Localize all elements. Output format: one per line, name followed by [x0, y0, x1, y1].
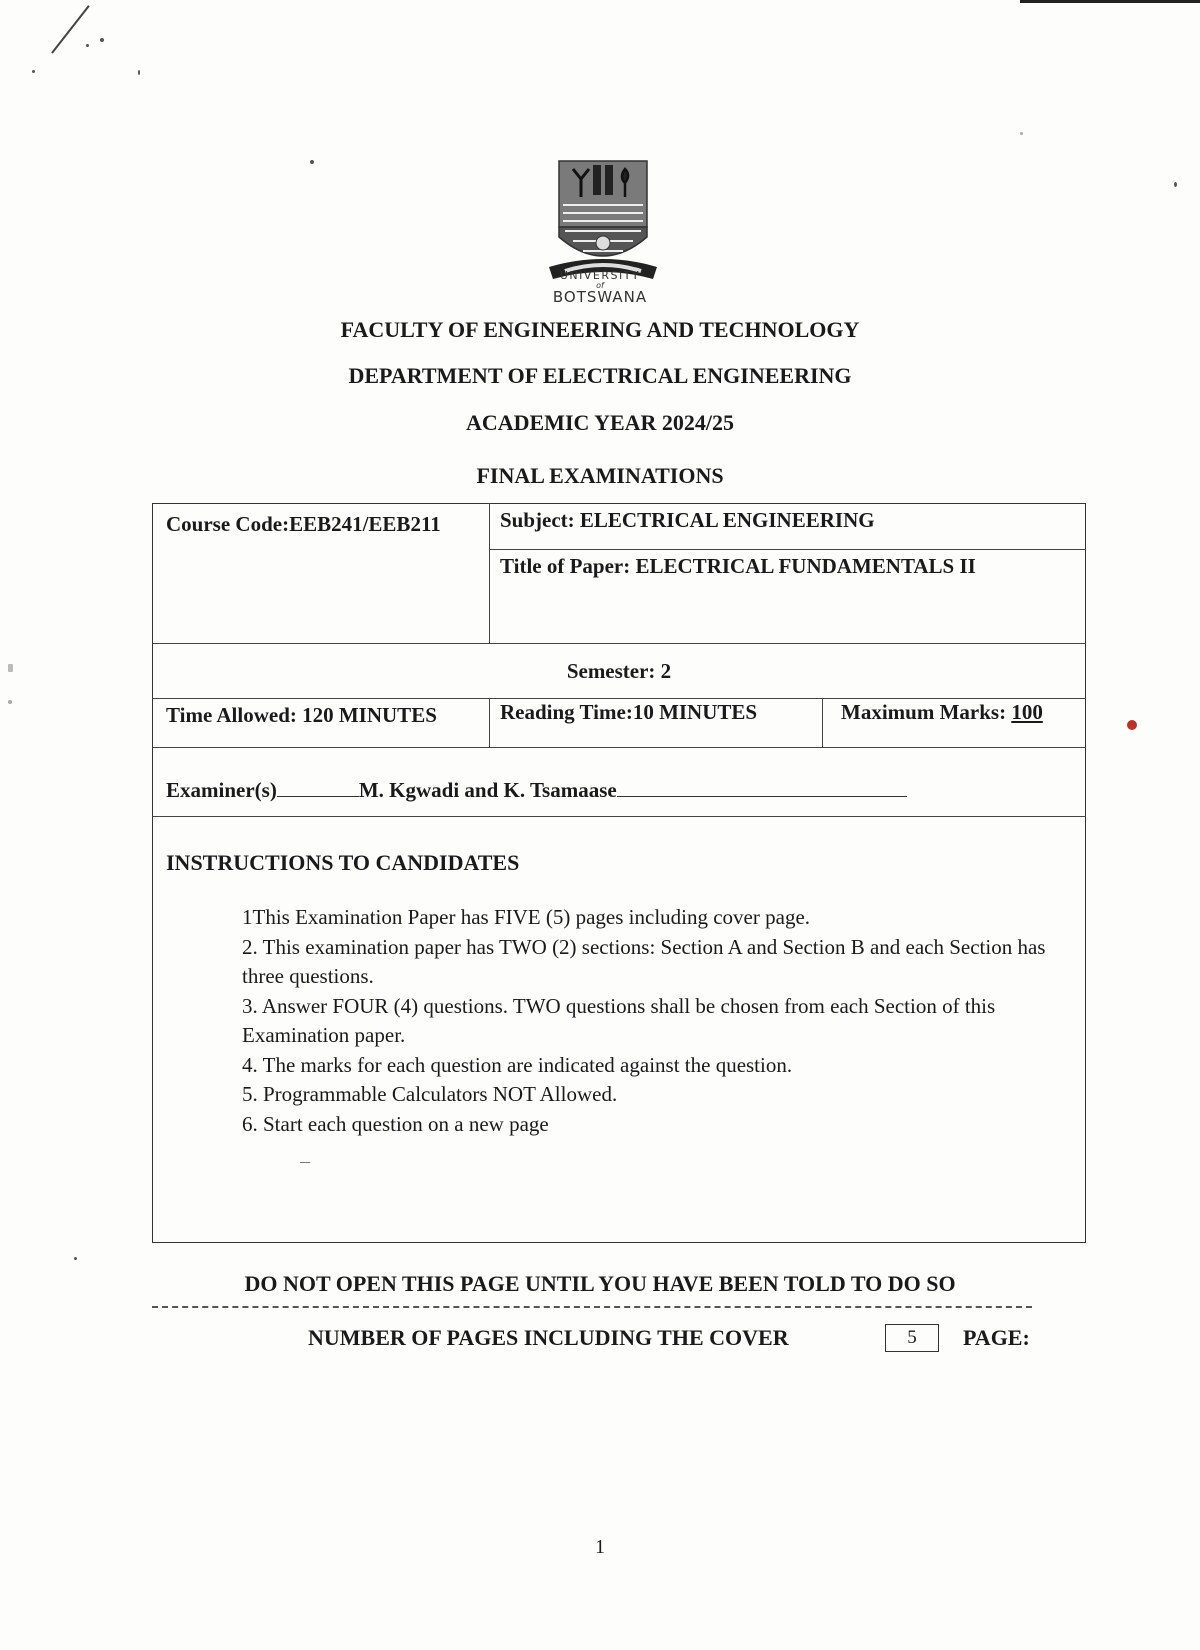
scan-edge-mark: [1020, 0, 1200, 3]
university-name-logo: [520, 270, 680, 306]
scan-red-dot: [1127, 720, 1137, 730]
table-rule: [152, 698, 1086, 699]
table-rule: [152, 747, 1086, 748]
instructions-list: [242, 903, 1062, 1139]
stray-mark: –: [300, 1150, 310, 1172]
examiners-names: M. Kgwadi and K. Tsamaase: [358, 778, 617, 802]
instruction-item: 4. The marks for each question are indicated against the question.: [242, 1052, 793, 1077]
scan-speck: [310, 160, 314, 164]
logo-line-of: of: [596, 280, 604, 290]
examiners-label: Examiner(s): [166, 778, 277, 802]
exam-type-heading: FINAL EXAMINATIONS: [476, 463, 724, 488]
scan-speck: [1020, 132, 1023, 135]
do-not-open-warning: DO NOT OPEN THIS PAGE UNTIL YOU HAVE BEEN TOLD TO DO SO: [244, 1271, 956, 1296]
page-number: 1: [595, 1536, 605, 1558]
semester: Semester: 2: [566, 659, 672, 683]
course-code: Course Code:EEB241/EEB211: [166, 512, 441, 536]
logo-line-botswana: BOTSWANA: [552, 287, 648, 306]
maximum-marks-label: Maximum Marks:: [841, 700, 1012, 724]
academic-year-heading: ACADEMIC YEAR 2024/25: [465, 410, 735, 435]
examiners-line: [166, 778, 907, 803]
scan-speck: [138, 70, 140, 75]
reading-time: Reading Time:10 MINUTES: [500, 700, 758, 724]
time-allowed: Time Allowed: 120 MINUTES: [166, 703, 437, 727]
scan-speck: [100, 38, 104, 42]
instruction-item: 3. Answer FOUR (4) questions. TWO questions shall be chosen from each Section of this Examination paper.: [242, 993, 996, 1047]
maximum-marks-value: 100: [1011, 700, 1043, 724]
logo-line-university: UNIVERSITY: [559, 269, 641, 282]
examiners-blank: [617, 795, 907, 797]
pages-label: NUMBER OF PAGES INCLUDING THE COVER: [308, 1325, 789, 1350]
page-label: PAGE:: [963, 1325, 1030, 1350]
scan-speck: [74, 1257, 77, 1260]
scan-speck: [32, 70, 35, 73]
scan-pen-mark: [51, 5, 90, 54]
table-rule: [490, 549, 1086, 550]
instructions-title: INSTRUCTIONS TO CANDIDATES: [166, 850, 520, 875]
maximum-marks: [841, 700, 1043, 725]
dashed-divider: [152, 1306, 1032, 1308]
instruction-item: 6. Start each question on a new page: [242, 1111, 549, 1136]
scan-speck: [8, 700, 12, 704]
scan-speck: [1174, 182, 1177, 187]
department-heading: DEPARTMENT OF ELECTRICAL ENGINEERING: [348, 363, 852, 388]
examiners-blank: [277, 795, 359, 797]
table-rule: [822, 698, 823, 747]
instruction-item: 1This Examination Paper has FIVE (5) pages including cover page.: [242, 905, 811, 929]
pages-count-box: 5: [885, 1324, 939, 1352]
table-rule: [489, 503, 490, 643]
instruction-item: 5. Programmable Calculators NOT Allowed.: [242, 1082, 618, 1106]
instruction-item: 2. This examination paper has TWO (2) sections: Section A and Section B and each Section has three questions.: [242, 934, 1046, 988]
table-rule: [152, 643, 1086, 644]
title-of-paper: Title of Paper: ELECTRICAL FUNDAMENTALS II: [500, 554, 976, 578]
faculty-heading: FACULTY OF ENGINEERING AND TECHNOLOGY: [340, 317, 860, 342]
subject: Subject: ELECTRICAL ENGINEERING: [500, 508, 875, 532]
table-rule: [489, 698, 490, 747]
table-rule: [152, 816, 1086, 817]
scan-speck: [86, 44, 89, 47]
